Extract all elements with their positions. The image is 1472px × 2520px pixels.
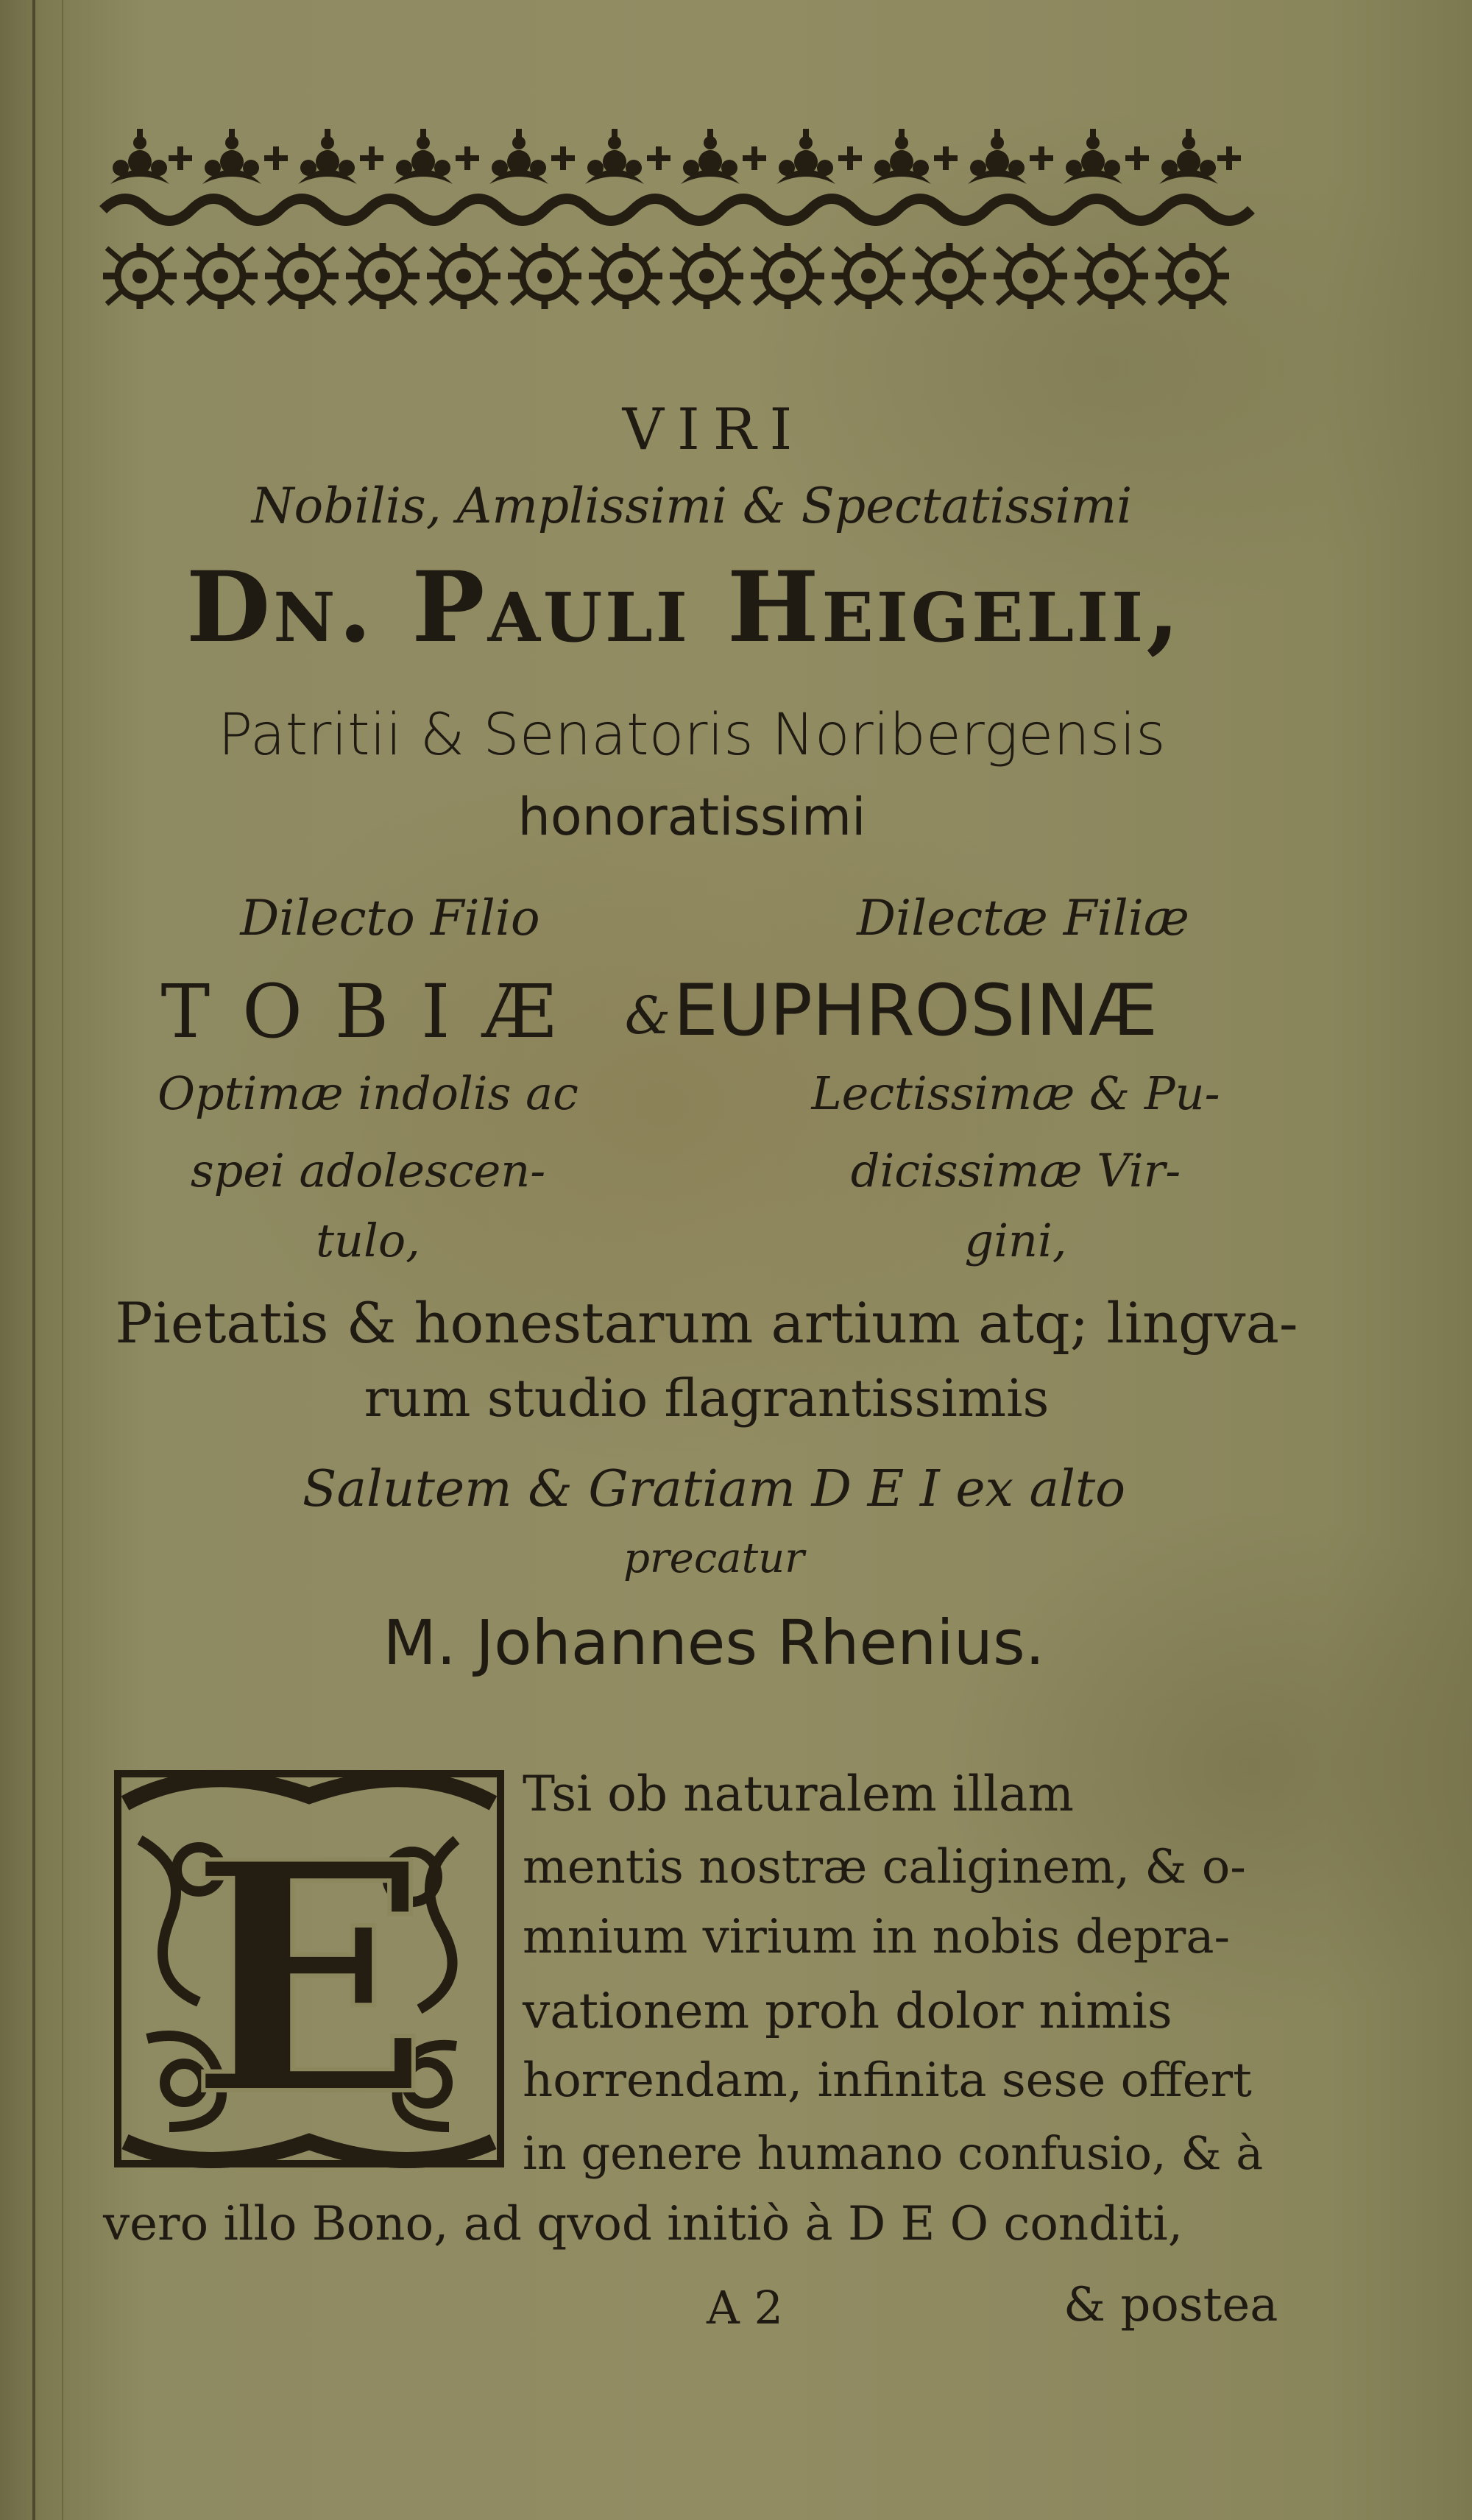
page-edge-line [32,0,35,2520]
body-line-2: mentis nostræ caliginem, & o- [523,1840,1246,1894]
left-desc-2: spei adolescen- [190,1144,546,1197]
left-desc-3: tulo, [316,1214,420,1267]
initial-letter: E [188,1794,430,2165]
body-line-3: mnium virium in nobis depra- [523,1910,1231,1964]
right-desc-3: gini, [964,1214,1067,1267]
body-line-5: horrendam, infinita sese offert [523,2053,1252,2108]
body-line-7: vero illo Bono, ad qvod initiò à D E O conditi, [103,2197,1183,2251]
dedication-line-2: rum studio flagrantissimis [364,1368,1050,1429]
dedication-line-1: Pietatis & honestarum artium atq; lingva- [115,1290,1298,1356]
dedication-line-4: precatur [623,1535,804,1582]
body-line-1: Tsi ob naturalem illam [523,1766,1074,1822]
author-name: M. Johannes Rhenius. [383,1607,1045,1679]
signature-mark: A 2 [707,2281,783,2335]
honoree-name: Dn. Pauli Heigelii, [185,551,1183,665]
right-desc-1: Lectissimæ & Pu- [811,1066,1220,1120]
epithets-line: Nobilis, Amplissimi & Spectatissimi [251,478,1133,534]
dedication-line-3: Salutem & Gratiam D E I ex alto [302,1460,1126,1518]
page-edge-line-inner [62,0,63,2520]
left-relation: Dilecto Filio [240,890,540,946]
right-desc-2: dicissimæ Vir- [850,1144,1181,1197]
body-line-6: in genere humano confusio, & à [523,2126,1264,2180]
honor-line: honoratissimi [517,787,866,847]
left-desc-1: Optimæ indolis ac [158,1066,578,1120]
viri-heading: VIRI [622,397,806,463]
body-line-4: vationem proh dolor nimis [523,1983,1172,2039]
fleuron-ornament-band [96,129,1273,328]
right-relation: Dilectæ Filiæ [857,890,1189,946]
decorated-initial-e [103,1759,515,2179]
ampersand-conjunction: & [624,985,671,1046]
catchword: & postea [1064,2278,1278,2332]
left-name-tobiae: T O B I Æ [160,969,561,1055]
right-name-euphrosinae: EUPHROSINÆ [673,969,1158,1052]
office-line: Patritii & Senatoris Noribergensis [218,702,1166,768]
